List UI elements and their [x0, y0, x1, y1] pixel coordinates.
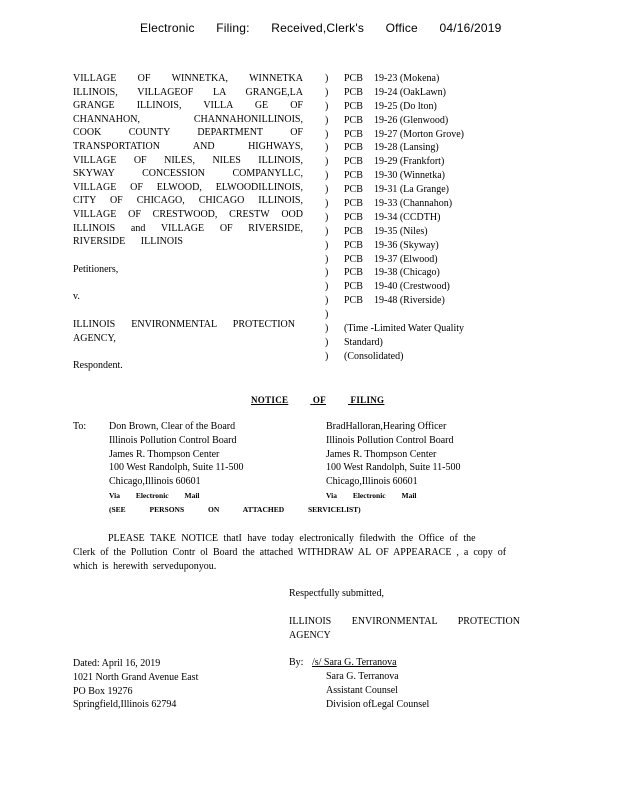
case-entry: PCB 19-24 (OakLawn)	[344, 86, 446, 98]
case-entry: PCB 19-34 (CCDTH)	[344, 211, 441, 223]
paren: )	[325, 350, 329, 362]
case-entry: PCB 19-31 (La Grange)	[344, 184, 449, 196]
header-electronic: Electronic	[140, 21, 195, 35]
party-line: CITY OF CHICAGO, CHICAGO ILLINOIS,	[73, 195, 303, 207]
respondent-label: Respondent.	[73, 360, 123, 372]
to-label: To:	[73, 421, 87, 432]
case-entry: PCB 19-35 (Niles)	[344, 225, 428, 237]
paren: )	[325, 281, 329, 293]
address-line: Springfield,Illinois 62794	[73, 699, 177, 711]
address-line: PO Box 19276	[73, 685, 133, 697]
party-line: VILLAGE OF CRESTWOOD, CRESTW OOD	[73, 208, 303, 220]
paren: )	[325, 86, 329, 98]
respectfully-submitted: Respectfully submitted,	[289, 588, 384, 599]
party-line: ILLINOIS and VILLAGE OF RIVERSIDE,	[73, 222, 303, 234]
paren: )	[325, 309, 329, 321]
header-office: Office	[385, 21, 418, 35]
paren: )	[325, 239, 329, 251]
case-entry: PCB 19-48 (Riverside)	[344, 295, 445, 307]
case-entry: PCB 19-28 (Lansing)	[344, 142, 439, 154]
signer-title: Assistant Counsel	[326, 684, 398, 696]
by-label: By:	[289, 657, 304, 669]
address-line: Illinois Pollution Control Board	[109, 434, 237, 446]
paren: )	[325, 225, 329, 237]
paren: )	[325, 267, 329, 279]
header-filing: Filing:	[216, 21, 250, 35]
party-line: COOK COUNTY DEPARTMENT OF	[73, 127, 303, 139]
header-date: 04/16/2019	[439, 21, 502, 35]
signer-division: Division ofLegal Counsel	[326, 698, 430, 710]
paren: )	[325, 128, 329, 140]
by-line	[289, 656, 520, 670]
address-line: 1021 North Grand Avenue East	[73, 671, 199, 683]
paragraph-line: which is herewith serveduponyou.	[73, 561, 217, 572]
paren: )	[325, 295, 329, 307]
standard-line: (Consolidated)	[344, 350, 404, 362]
address-line: James R. Thompson Center	[326, 448, 437, 460]
paren: )	[325, 142, 329, 154]
address-line: Illinois Pollution Control Board	[326, 434, 454, 446]
party-line: GRANGE ILLINOIS, VILLA GE OF	[73, 100, 303, 112]
case-entry: PCB 19-36 (Skyway)	[344, 239, 439, 251]
address-left	[109, 420, 361, 517]
case-entry: PCB 19-29 (Frankfort)	[344, 156, 445, 168]
party-line: VILLAGE OF ELWOOD, ELWOODILLINOIS,	[73, 181, 303, 193]
title-notice: NOTICE	[251, 395, 289, 405]
party-line: RIVERSIDE ILLINOIS	[73, 236, 183, 248]
agency-line: ILLINOIS ENVIRONMENTAL PROTECTION	[289, 615, 520, 627]
via-electronic-mail: Via Electronic Mail	[109, 490, 200, 500]
signature-block	[289, 587, 520, 712]
paren: )	[325, 211, 329, 223]
paragraph-line: Clerk of the Pollution Contr ol Board the attached WITHDRAW AL OF APPEARACE , a copy of	[73, 547, 507, 558]
standard-line: (Time -Limited Water Quality	[344, 323, 465, 335]
header-received: Received,Clerk's	[271, 21, 365, 35]
paren: )	[325, 336, 329, 348]
paren: )	[325, 323, 329, 335]
agency-line: AGENCY	[289, 629, 331, 641]
party-line: VILLAGE OF NILES, NILES ILLINOIS,	[73, 154, 303, 166]
via-electronic-mail: Via Electronic Mail	[326, 490, 417, 500]
case-entry: PCB 19-27 (Morton Grove)	[344, 128, 464, 140]
paren: )	[325, 73, 329, 84]
case-numbers	[344, 72, 464, 364]
paren: )	[325, 198, 329, 210]
petitioners-label: Petitioners,	[73, 263, 119, 275]
signer-name: Sara G. Terranova	[326, 671, 399, 683]
party-line: VILLAGE OF WINNETKA, WINNETKA	[73, 73, 303, 84]
notice-title	[251, 394, 384, 408]
party-line: TRANSPORTATION AND HIGHWAYS,	[73, 140, 303, 152]
dated-line: Dated: April 16, 2019	[73, 658, 161, 669]
caption-parties	[73, 72, 303, 373]
standard-line: Standard)	[344, 336, 383, 348]
electronic-signature: /s/ Sara G. Terranova	[311, 657, 397, 669]
case-entry: PCB 19-38 (Chicago)	[344, 267, 440, 279]
caption-parens	[325, 72, 328, 364]
paren: )	[325, 170, 329, 182]
address-line: Chicago,Illinois 60601	[109, 476, 201, 488]
case-entry: PCB 19-23 (Mokena)	[344, 73, 440, 84]
title-of: OF	[312, 395, 326, 405]
case-entry: PCB 19-26 (Glenwood)	[344, 114, 449, 126]
paren: )	[325, 184, 329, 196]
case-entry: PCB 19-37 (Elwood)	[344, 253, 438, 265]
address-line: James R. Thompson Center	[109, 448, 220, 460]
title-filing: FILING	[350, 395, 385, 405]
address-line: 100 West Randolph, Suite 11-500	[326, 462, 461, 474]
respondent-line: AGENCY,	[73, 332, 116, 344]
party-line: ILLINOIS, VILLAGEOF LA GRANGE,LA	[73, 86, 303, 98]
party-line: CHANNAHON, CHANNAHONILLINOIS,	[73, 113, 303, 125]
case-entry: PCB 19-33 (Channahon)	[344, 198, 453, 210]
paren: )	[325, 100, 329, 112]
paren: )	[325, 156, 329, 168]
paren: )	[325, 114, 329, 126]
paren: )	[325, 253, 329, 265]
party-line: SKYWAY CONCESSION COMPANYLLC,	[73, 168, 303, 180]
address-line: Don Brown, Clear of the Board	[109, 421, 236, 432]
paragraph-line: PLEASE TAKE NOTICE thatI have today electronically filedwith the Office of the	[108, 533, 476, 544]
case-entry: PCB 19-25 (Do lton)	[344, 100, 437, 112]
see-persons-note: (SEE PERSONS ON ATTACHED SERVICELIST)	[109, 504, 361, 514]
case-entry: PCB 19-30 (Winnetka)	[344, 170, 445, 182]
address-line: BradHalloran,Hearing Officer	[326, 421, 447, 432]
address-line: Chicago,Illinois 60601	[326, 476, 418, 488]
dated-block	[73, 657, 198, 712]
respondent-line: ILLINOIS ENVIRONMENTAL PROTECTION	[73, 318, 295, 330]
notice-paragraph	[73, 532, 541, 574]
filing-header	[140, 21, 502, 35]
case-entry: PCB 19-40 (Crestwood)	[344, 281, 450, 293]
versus-label: v.	[73, 291, 80, 303]
address-line: 100 West Randolph, Suite 11-500	[109, 462, 244, 474]
address-right	[326, 420, 460, 503]
